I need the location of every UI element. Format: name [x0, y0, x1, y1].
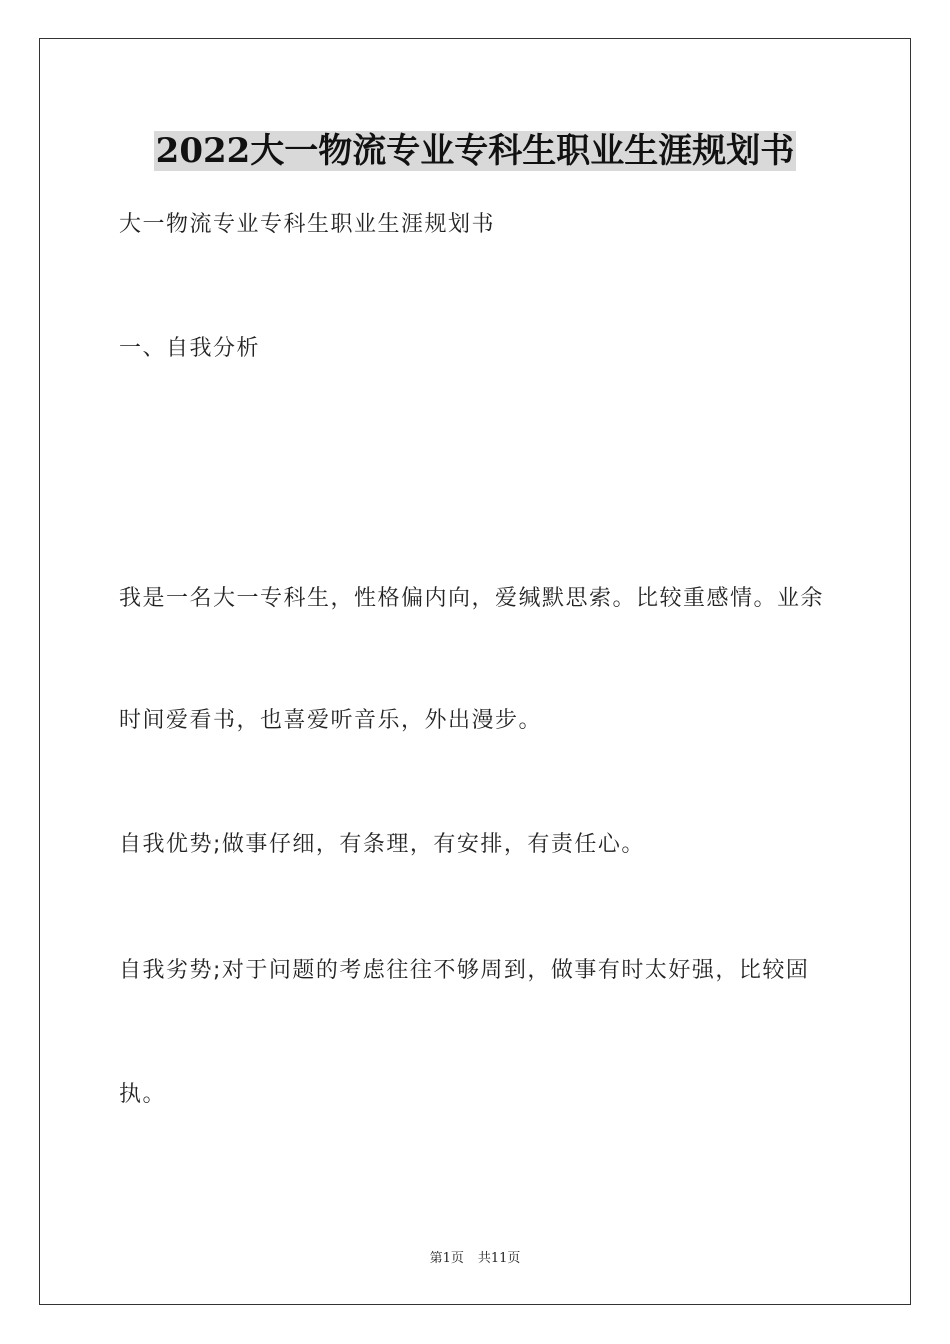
document-title-text: 2022大一物流专业专科生职业生涯规划书: [155, 131, 795, 171]
page-number: 第1页: [429, 1251, 464, 1266]
paragraph-line: 我是一名大一专科生，性格偏内向，爱缄默思索。比较重感情。业余: [119, 586, 825, 611]
paragraph-weaknesses: 自我劣势;对于问题的考虑往往不够周到，做事有时太好强，比较固: [119, 958, 810, 983]
paragraph-line: 执。: [119, 1082, 167, 1107]
paragraph-section-heading: 一、自我分析: [119, 336, 261, 361]
paragraph-strengths: 自我优势;做事仔细，有条理，有安排，有责任心。: [119, 832, 645, 857]
document-page: [39, 38, 911, 1305]
paragraph-line: 时间爱看书，也喜爱听音乐，外出漫步。: [119, 708, 543, 733]
paragraph-subtitle: 大一物流专业专科生职业生涯规划书: [119, 212, 496, 237]
page-total: 共11页: [477, 1251, 521, 1266]
document-title: [40, 127, 910, 175]
page-footer: [40, 1247, 910, 1266]
